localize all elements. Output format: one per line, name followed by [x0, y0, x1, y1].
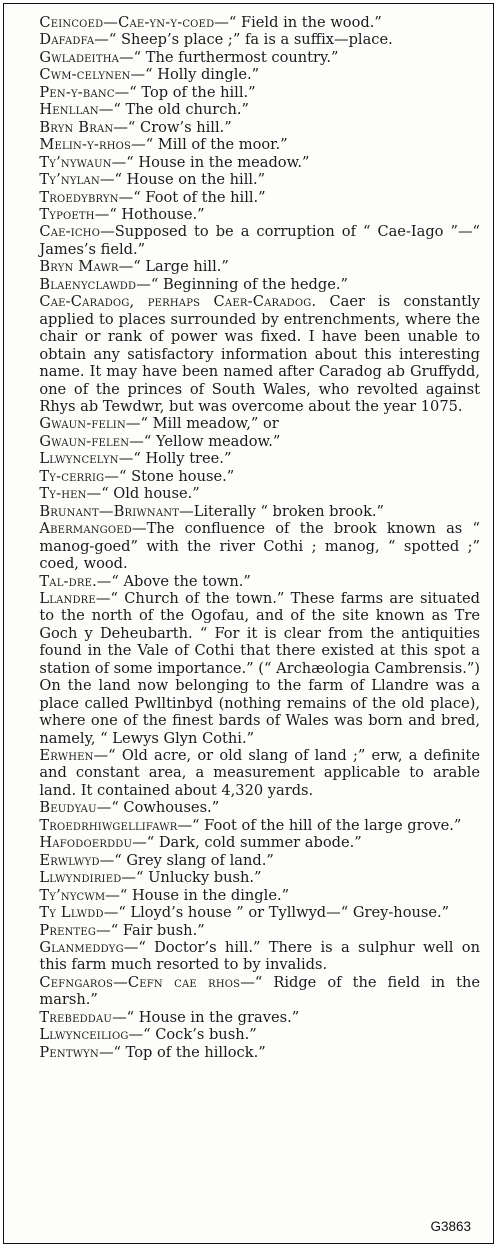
- place-name: Dafadfa: [39, 31, 95, 49]
- entry: [16, 468, 480, 485]
- entry: [16, 974, 480, 1009]
- entry: [16, 747, 480, 799]
- entry-text: —“ Mill meadow,” or: [125, 415, 279, 433]
- place-name: Typoeth: [39, 205, 95, 223]
- entry: [16, 869, 480, 886]
- entry: [16, 904, 480, 921]
- entry-text: —“ Crow’s hill.”: [113, 118, 232, 136]
- place-name: Ty’nycwm: [39, 886, 106, 904]
- entry-text: —“ Top of the hill.”: [114, 83, 256, 101]
- entry-text: —“ Foot of the hill of the large grove.”: [177, 816, 462, 834]
- place-name: Melin-y-rhos: [39, 136, 132, 154]
- entry-text: —“ Cock’s bush.”: [128, 1026, 257, 1044]
- entry-text: —“ Yellow meadow.”: [129, 432, 281, 450]
- place-name: Prenteg: [39, 921, 97, 939]
- place-name: Gwaun-felen: [39, 432, 130, 450]
- entry-text: —“ House in the graves.”: [112, 1008, 300, 1026]
- entry: [16, 276, 480, 293]
- entry-text: —“ House in the meadow.”: [111, 153, 310, 171]
- entry: [16, 66, 480, 83]
- entry-text: —“ Ridge of the field in the marsh.”: [39, 973, 480, 1009]
- place-name: Tal-dre: [39, 572, 93, 590]
- entry-text: —“ The furthermost country.”: [119, 48, 339, 66]
- place-name: Ty-hen: [39, 485, 87, 503]
- entry: [16, 433, 480, 450]
- entry: [16, 14, 480, 31]
- entry-list: [16, 14, 480, 1061]
- entry: [16, 503, 480, 520]
- entry-text: —Literally “ broken brook.”: [179, 502, 385, 520]
- place-name: Cwm-celynen: [39, 66, 131, 84]
- place-name: Cefngaros—Cefn cae rhos: [39, 973, 241, 991]
- entry-text: —“ Mill of the moor.”: [131, 136, 288, 154]
- entry-text: —The confluence of the brook known as “ manog-goed” with the river Cothi ; manog, “ spotted ;” coed, wood.: [39, 520, 480, 573]
- place-name: Cae-icho: [39, 223, 101, 241]
- entry-text: —“ Beginning of the hedge.”: [136, 275, 348, 293]
- place-name: Troedybryn: [39, 188, 119, 206]
- place-name: Llwyncelyn: [39, 450, 119, 468]
- entry-text: —Supposed to be a corruption of “ Cae-Iago ”—“ James’s field.”: [39, 223, 480, 258]
- place-name: Pentwyn: [39, 1043, 99, 1061]
- entry: [16, 84, 480, 101]
- entry: [16, 415, 480, 432]
- place-name: Llwynceiliog: [39, 1026, 129, 1044]
- place-name: Brunant—Briwnant: [39, 502, 180, 520]
- place-name: Pen-y-banc: [39, 83, 115, 101]
- entry: [16, 206, 480, 223]
- place-name: Henllan: [39, 101, 99, 119]
- place-name: Hafodoerddu: [39, 834, 133, 852]
- entry: [16, 49, 480, 66]
- place-name: Bryn Mawr: [39, 258, 119, 276]
- place-name: Abermangoed: [39, 520, 132, 538]
- entry: [16, 834, 480, 851]
- entry-text: —“ Foot of the hill.”: [118, 188, 266, 206]
- entry: [16, 590, 480, 747]
- entry-text: —“ Sheep’s place ;” fa is a suffix—place.: [94, 31, 393, 49]
- entry: [16, 520, 480, 572]
- place-name: Ty Llwdd: [39, 904, 104, 922]
- place-name: Trebeddau: [39, 1008, 113, 1026]
- entry: [16, 450, 480, 467]
- entry-text: —“ Old acre, or old slang of land ;” erw, a definite and constant area, a measurement applicable to arable land. It contained about 4,320 yards.: [39, 747, 480, 799]
- place-name: Bryn Bran: [39, 118, 114, 136]
- place-name: Ty-cerrig: [39, 467, 105, 485]
- entry: [16, 817, 480, 834]
- entry: [16, 799, 480, 816]
- entry-text: —“ Field in the wood.”: [214, 14, 382, 31]
- entry-text: —“ Church of the town.” These farms are situated to the north of the Ogofau, and of the site known as Tre Goch y Deheubarth. “ For it is clear from the antiquities found in the Vale of Cothi that there existed at this spot a station of some importance.” (“ Archæologia Cambrensis.”) On the land now belonging to the farm of Llandre was a place called Pwlltinbyd (nothing remains of the old place), where one of the finest bards of Wales was born and bred, namely, “ Lewys Glyn Cothi.”: [39, 589, 480, 747]
- entry-text: —“ Dark, cold summer abode.”: [132, 834, 362, 852]
- entry-text: —“ Lloyd’s house ” or Tyllwyd—“ Grey-house.”: [103, 904, 450, 922]
- place-name: Gwladeitha: [39, 48, 120, 66]
- place-name: Llandre: [39, 589, 96, 607]
- place-name: Ty’nylan: [39, 171, 100, 189]
- entry-text: —“ Top of the hillock.”: [98, 1043, 266, 1061]
- entry: [16, 119, 480, 136]
- entry: [16, 887, 480, 904]
- place-name: Llwyndiried: [39, 869, 122, 887]
- place-name: Troedrhiwgellifawr: [39, 816, 178, 834]
- entry: [16, 1009, 480, 1026]
- entry: [16, 852, 480, 869]
- entry-text: Caer is constantly applied to places surrounded by entrenchments, where the chair or rank of power was fixed. I have been unable to obtain any satisfactory information about this interesting name. It may have been named after Caradog ab Gruffydd, one of the princes of South Wales, who revolted against Rhys ab Tewdwr, but was overcome about the year 1075.: [39, 293, 480, 415]
- entry-text: —“ Fair bush.”: [96, 921, 205, 939]
- entry-text: —“ House on the hill.”: [99, 171, 266, 189]
- entry: [16, 573, 480, 590]
- entry: [16, 101, 480, 118]
- place-name: Erwhen: [39, 747, 94, 765]
- place-name: Erwlwyd: [39, 851, 100, 869]
- entry: [16, 136, 480, 153]
- place-name: Cae-Caradog, perhaps Caer-Caradog.: [39, 293, 317, 311]
- entry-text: —“ Large hill.”: [118, 258, 229, 276]
- entry: [16, 1044, 480, 1061]
- entry-text: —“ Hothouse.”: [94, 205, 205, 223]
- entry-text: —“ Unlucky bush.”: [121, 869, 262, 887]
- entry-text: —“ Cowhouses.”: [96, 799, 220, 817]
- entry-text: —“ Stone house.”: [104, 467, 235, 485]
- place-name: Ty’nywaun: [39, 153, 112, 171]
- place-name: Gwaun-felin: [39, 415, 126, 433]
- entry-text: —“ Grey slang of land.”: [99, 851, 274, 869]
- entry: [16, 485, 480, 502]
- entry-text: —“ Holly dingle.”: [130, 66, 260, 84]
- document-page: [3, 3, 494, 1244]
- entry-text: —“ Doctor’s hill.” There is a sulphur well on this farm much resorted to by invalids.: [39, 939, 480, 974]
- entry-text: —“ Holly tree.”: [118, 450, 232, 468]
- entry: [16, 293, 480, 415]
- entry: [16, 223, 480, 258]
- place-name: Glanmeddyg: [39, 939, 124, 957]
- place-name: Blaenyclawdd: [39, 275, 137, 293]
- reference-code: G3863: [430, 1219, 471, 1234]
- entry-text: .—“ Above the town.”: [92, 572, 251, 590]
- entry: [16, 922, 480, 939]
- entry: [16, 154, 480, 171]
- place-name: Ceincoed—Cae-yn-y-coed: [39, 14, 215, 31]
- place-name: Beudyau: [39, 799, 97, 817]
- entry: [16, 258, 480, 275]
- entry: [16, 189, 480, 206]
- entry: [16, 939, 480, 974]
- entry-text: —“ Old house.”: [86, 485, 200, 503]
- entry: [16, 1026, 480, 1043]
- entry-text: —“ The old church.”: [98, 101, 249, 119]
- entry: [16, 171, 480, 188]
- entry: [16, 31, 480, 48]
- entry-text: —“ House in the dingle.”: [105, 886, 290, 904]
